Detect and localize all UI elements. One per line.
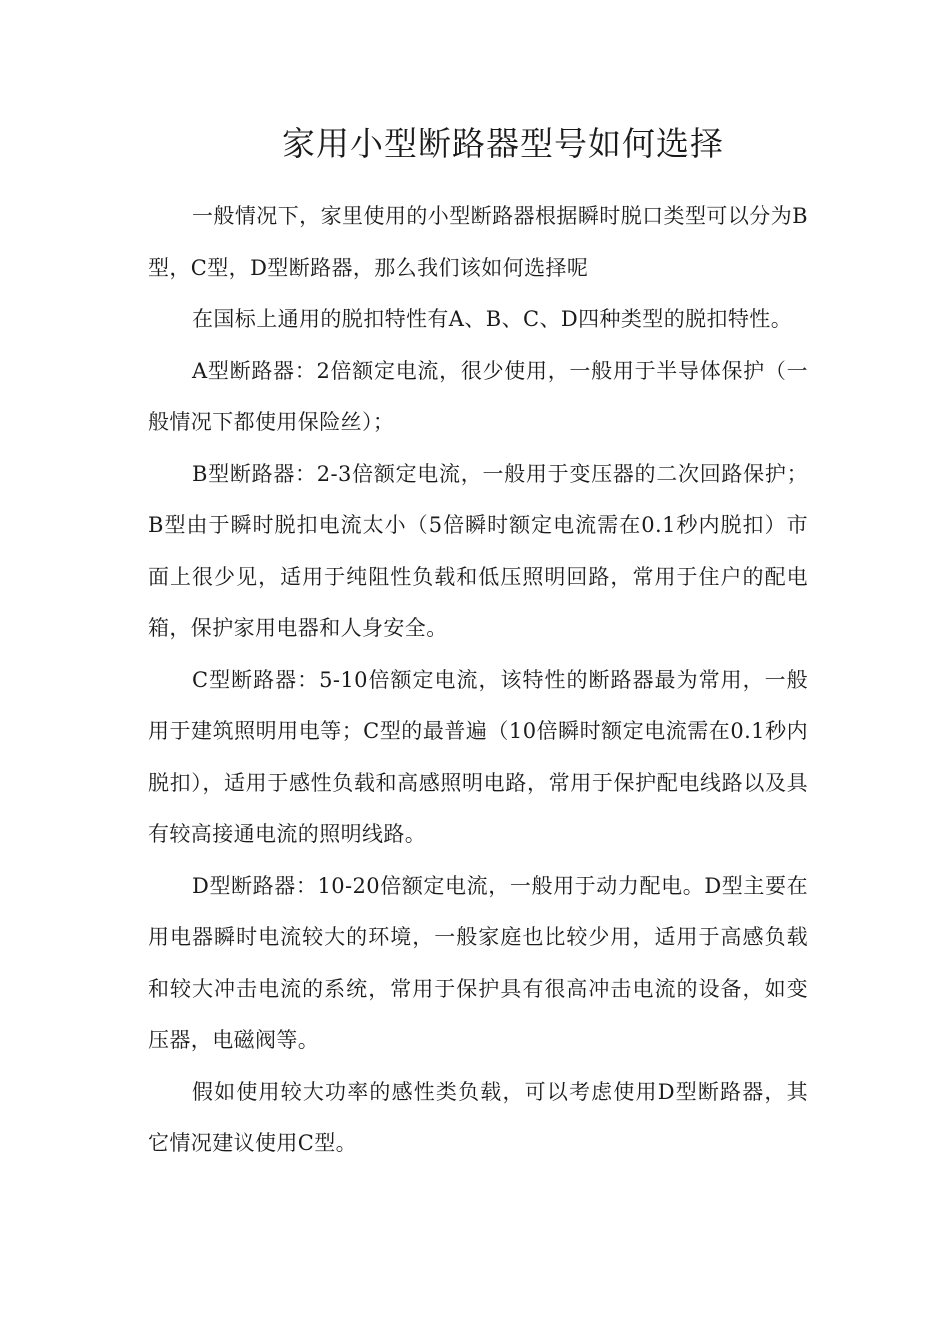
paragraph-type-b: B型断路器：2-3倍额定电流，一般用于变压器的二次回路保护；B型由于瞬时脱扣电流太小（5倍瞬时额定电流需在0.1秒内脱扣）市面上很少见，适用于纯阻性负载和低压照明回路，常用于住户的配电箱，保护家用电器和人身安全。 bbox=[148, 461, 808, 640]
paragraph-type-c: C型断路器：5-10倍额定电流，该特性的断路器最为常用，一般用于建筑照明用电等；C型的最普遍（10倍瞬时额定电流需在0.1秒内脱扣），适用于感性负载和高感照明电路，常用于保护配电线路以及具有较高接通电流的照明线路。 bbox=[148, 667, 808, 846]
document-title: 家用小型断路器型号如何选择 bbox=[282, 124, 724, 163]
paragraph-trip-characteristics: 在国标上通用的脱扣特性有A、B、C、D四种类型的脱扣特性。 bbox=[192, 307, 793, 331]
paragraph-type-a: A型断路器：2倍额定电流，很少使用，一般用于半导体保护（一般情况下都使用保险丝）； bbox=[148, 358, 808, 434]
paragraph-type-d: D型断路器：10-20倍额定电流，一般用于动力配电。D型主要在用电器瞬时电流较大的环境，一般家庭也比较少用，适用于高感负载和较大冲击电流的系统，常用于保护具有很高冲击电流的设备，如变压器，电磁阀等。 bbox=[148, 873, 808, 1052]
paragraph-intro: 一般情况下，家里使用的小型断路器根据瞬时脱口类型可以分为B型，C型，D型断路器，那么我们该如何选择呢 bbox=[148, 204, 808, 280]
document-body bbox=[148, 191, 808, 1170]
paragraph-recommendation: 假如使用较大功率的感性类负载，可以考虑使用D型断路器，其它情况建议使用C型。 bbox=[148, 1079, 808, 1155]
